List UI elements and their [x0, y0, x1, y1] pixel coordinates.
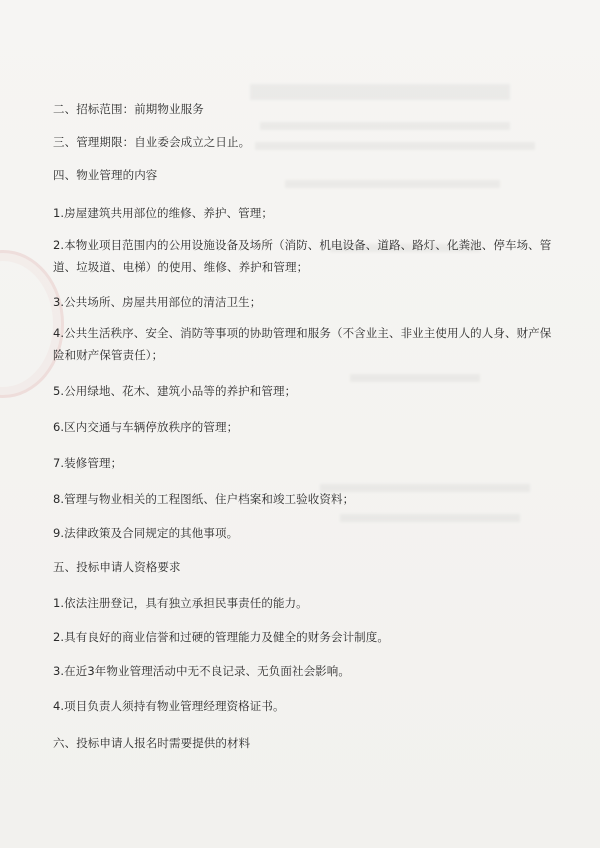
qualification-item-2: 2.具有良好的商业信誉和过硬的管理能力及健全的财务会计制度。 — [53, 630, 389, 644]
qualification-item-4: 4.项目负责人须持有物业管理经理资格证书。 — [53, 699, 285, 713]
section-heading-materials: 六、投标申请人报名时需要提供的材料 — [53, 736, 251, 750]
section-heading-qualification: 五、投标申请人资格要求 — [53, 560, 181, 574]
content-item-1: 1.房屋建筑共用部位的维修、养护、管理； — [53, 206, 273, 220]
section-heading-scope: 二、招标范围：前期物业服务 — [53, 102, 204, 116]
content-item-9: 9.法律政策及合同规定的其他事项。 — [53, 526, 239, 540]
bleed-line — [340, 514, 520, 522]
bleed-line — [260, 122, 510, 130]
content-item-5: 5.公用绿地、花木、建筑小品等的养护和管理； — [53, 384, 297, 398]
content-item-7: 7.装修管理； — [53, 456, 123, 470]
qualification-item-3: 3.在近3年物业管理活动中无不良记录、无负面社会影响。 — [53, 664, 350, 678]
content-item-3: 3.公共场所、房屋共用部位的清洁卫生； — [53, 295, 262, 309]
content-item-6: 6.区内交通与车辆停放秩序的管理； — [53, 420, 239, 434]
qualification-item-1: 1.依法注册登记，具有独立承担民事责任的能力。 — [53, 596, 308, 610]
content-item-2: 2.本物业项目范围内的公用设施设备及场所（消防、机电设备、道路、路灯、化粪池、停车场、管道、垃圾道、电梯）的使用、维修、养护和管理； — [53, 238, 552, 274]
section-heading-content: 四、物业管理的内容 — [53, 168, 158, 182]
content-item-4: 4.公共生活秩序、安全、消防等事项的协助管理和服务（不含业主、非业主使用人的人身、财产保险和财产保管责任）； — [53, 326, 552, 362]
content-item-8: 8.管理与物业相关的工程图纸、住户档案和竣工验收资料； — [53, 492, 355, 506]
section-heading-term: 三、管理期限：自业委会成立之日止。 — [53, 135, 251, 149]
